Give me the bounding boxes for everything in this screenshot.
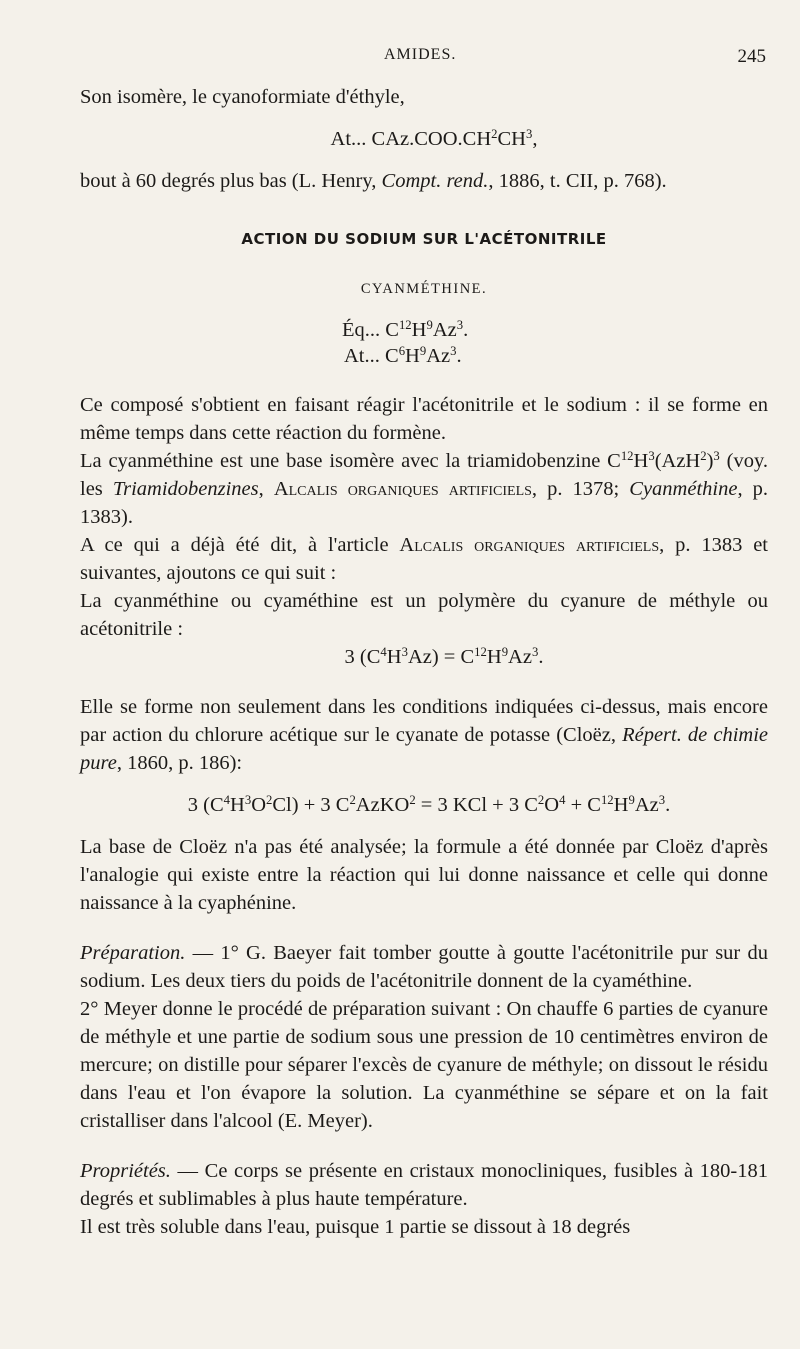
section-subtitle: CYANMÉTHINE. xyxy=(360,281,488,297)
page-body xyxy=(80,83,768,1241)
paragraph-solubility: Il est très soluble dans l'eau, puisque 1 partie se dissout à 18 degrés xyxy=(80,1216,631,1238)
paragraph-isomer: Son isomère, le cyanoformiate d'éthyle, xyxy=(80,86,405,108)
equivalent-formulas xyxy=(342,317,768,369)
page-number: 245 xyxy=(737,46,766,67)
paragraph-properties: Propriétés. — Ce corps se présente en cristaux monocliniques, fusibles à 180-181 degrés et sublimables à plus haute température. xyxy=(80,1160,768,1210)
paragraph-formation: Elle se forme non seulement dans les conditions indiquées ci-dessus, mais encore par action du chlorure acétique sur le cyanate de potasse (Cloëz, Répert. de chimie pure, 1860, p. 186): xyxy=(80,696,768,774)
page-header xyxy=(0,46,800,72)
paragraph-boiling-point: bout à 60 degrés plus bas (L. Henry, Compt. rend., 1886, t. CII, p. 768). xyxy=(80,170,667,192)
formula-cyanoformiate: At... $CAz.COO.CH^2CH^3$, xyxy=(330,127,538,150)
paragraph-preparation: Préparation. — 1° G. Baeyer fait tomber goutte à goutte l'acétonitrile pur sur du sodium. Les deux tiers du poids de l'acétonitrile donnent de la cyaméthine. xyxy=(80,942,768,992)
paragraph-polymer: La cyanméthine ou cyaméthine est un polymère du cyanure de méthyle ou acétonitrile : xyxy=(80,590,768,640)
paragraph-reference: A ce qui a déjà été dit, à l'article Alcalis organiques artificiels, p. 1383 et suivantes, ajoutons ce qui suit : xyxy=(80,534,768,584)
formula-atomic: At... $C^6H^9Az^3$. xyxy=(344,344,462,367)
running-title: AMIDES. xyxy=(384,46,457,63)
formula-cloez-reaction: 3 $(C^4H^3O^2Cl) + 3$ $C^2AzKO^2 = 3$ KCl + 3 $C^2O^4 + C^{12}H^9Az^3$. xyxy=(187,793,671,816)
paragraph-obtention: Ce composé s'obtient en faisant réagir l'acétonitrile et le sodium : il se forme en même temps dans cette réaction du formène. xyxy=(80,394,768,444)
paragraph-isomer-base: La cyanméthine est une base isomère avec la triamidobenzine $C^{12}H^3(AzH^2)^3$ (voy. les Triamidobenzines, Alcalis organiques artificiels, p. 1378; Cyanméthine, p. 1383). xyxy=(80,449,769,528)
formula-equivalent: Éq... $C^{12}H^9Az^3$. xyxy=(342,318,469,341)
formula-polymer: 3 $(C^4H^3Az) = C^{12}H^9Az^3$. xyxy=(344,645,544,668)
paragraph-meyer-method: 2° Meyer donne le procédé de préparation suivant : On chauffe 6 parties de cyanure de méthyle et une partie de sodium sous une pression de 10 centimètres environ de mercure; on distille pour séparer l'excès de cyanure de méthyle; on dissout le résidu dans l'eau et l'on évapore la solution. La cyanméthine se sépare et on la fait cristalliser dans l'alcool (E. Meyer). xyxy=(80,998,768,1132)
section-title: ACTION DU SODIUM SUR L'ACÉTONITRILE xyxy=(241,230,607,248)
paragraph-cloez-base: La base de Cloëz n'a pas été analysée; la formule a été donnée par Cloëz d'après l'analogie qui existe entre la réaction qui lui donne naissance et celle qui donne naissance à la cyaphénine. xyxy=(80,836,768,914)
